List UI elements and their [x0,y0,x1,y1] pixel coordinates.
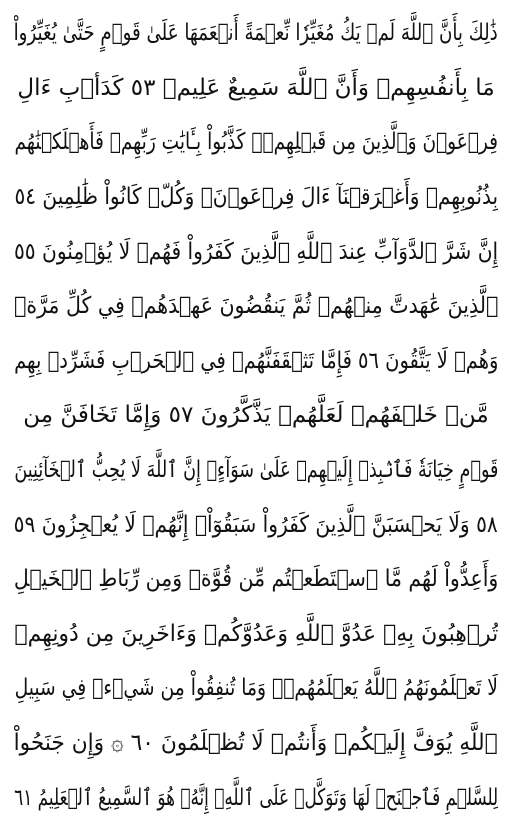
verse-line-14 [14,716,498,771]
verse-text: قَوۡمٍ خِيَانَةٗ فَٱنۢبِذۡ إِلَيۡهِمۡ عَلَىٰ سَوَآءٍۚ إِنَّ ٱللَّهَ لَا يُحِبُّ ٱلۡخَآئِنِينَ [14,457,498,484]
verse-text: ٱللَّهِ يُوَفَّ إِلَيۡكُمۡ وَأَنتُمۡ لَا تُظۡلَمُونَ ٦٠ ۞ وَإِن جَنَحُواْ [14,730,498,757]
verse-line-12 [14,607,498,662]
verse-line-5 [14,224,498,279]
verse-line-2 [14,61,498,116]
verse-line-8 [14,388,498,443]
verse-text: لَا تَعۡلَمُونَهُمُ ٱللَّهُ يَعۡلَمُهُمۡۚ وَمَا تُنفِقُواْ مِن شَيۡءٖ فِي سَبِيلِ [14,675,498,702]
verse-line-15 [14,770,498,825]
verse-line-1 [14,6,498,61]
verse-text: بِذُنُوبِهِمۡ وَأَغۡرَقۡنَآ ءَالَ فِرۡعَوۡنَۚ وَكُلّٞ كَانُواْ ظَٰلِمِينَ ٥٤ [14,184,498,211]
verse-text: تُرۡهِبُونَ بِهِۦ عَدُوَّ ٱللَّهِ وَعَدُوَّكُمۡ وَءَاخَرِينَ مِن دُونِهِمۡ [14,620,498,647]
verse-line-4 [14,170,498,225]
verse-line-9 [14,443,498,498]
verse-text: فِرۡعَوۡنَ وَٱلَّذِينَ مِن قَبۡلِهِمۡۚ كَذَّبُواْ بِـَٔايَٰتِ رَبِّهِمۡ فَأَهۡلَكۡنَٰهُم [14,129,498,156]
verse-text: ٱلَّذِينَ عَٰهَدتَّ مِنۡهُمۡ ثُمَّ يَنقُضُونَ عَهۡدَهُمۡ فِي كُلِّ مَرَّةٖ [14,293,498,320]
verse-text: لِلسَّلۡمِ فَٱجۡنَحۡ لَهَا وَتَوَكَّلۡ عَلَى ٱللَّهِۚ إِنَّهُۥ هُوَ ٱلسَّمِيعُ ٱلۡعَلِيمُ ٦١ [14,784,498,811]
verse-line-7 [14,334,498,389]
verse-text: ذَٰلِكَ بِأَنَّ ٱللَّهَ لَمۡ يَكُ مُغَيِّرٗا نِّعۡمَةً أَنۡعَمَهَا عَلَىٰ قَوۡمٍ حَتَّىٰ يُغَيِّرُواْ [14,20,498,47]
verse-text: ٥٨ وَلَا يَحۡسَبَنَّ ٱلَّذِينَ كَفَرُواْ سَبَقُوٓاْۚ إِنَّهُمۡ لَا يُعۡجِزُونَ ٥٩ [14,511,498,538]
verse-text: إِنَّ شَرَّ ٱلدَّوَآبِّ عِندَ ٱللَّهِ ٱلَّذِينَ كَفَرُواْ فَهُمۡ لَا يُؤۡمِنُونَ ٥٥ [14,238,498,265]
verse-text: مَا بِأَنفُسِهِمۡ وَأَنَّ ٱللَّهَ سَمِيعٌ عَلِيمٞ ٥٣ كَدَأۡبِ ءَالِ [17,74,495,101]
verse-text: مَّنۡ خَلۡفَهُمۡ لَعَلَّهُمۡ يَذَّكَّرُونَ ٥٧ وَإِمَّا تَخَافَنَّ مِن [23,402,489,429]
verse-line-10 [14,497,498,552]
verse-line-11 [14,552,498,607]
verse-text: وَأَعِدُّواْ لَهُم مَّا ٱسۡتَطَعۡتُم مِّن قُوَّةٖ وَمِن رِّبَاطِ ٱلۡخَيۡلِ [14,566,498,593]
verse-line-13 [14,661,498,716]
verse-line-3 [14,115,498,170]
verse-line-6 [14,279,498,334]
verse-text: وَهُمۡ لَا يَتَّقُونَ ٥٦ فَإِمَّا تَثۡقَفَنَّهُمۡ فِي ٱلۡحَرۡبِ فَشَرِّدۡ بِهِم [14,347,498,374]
